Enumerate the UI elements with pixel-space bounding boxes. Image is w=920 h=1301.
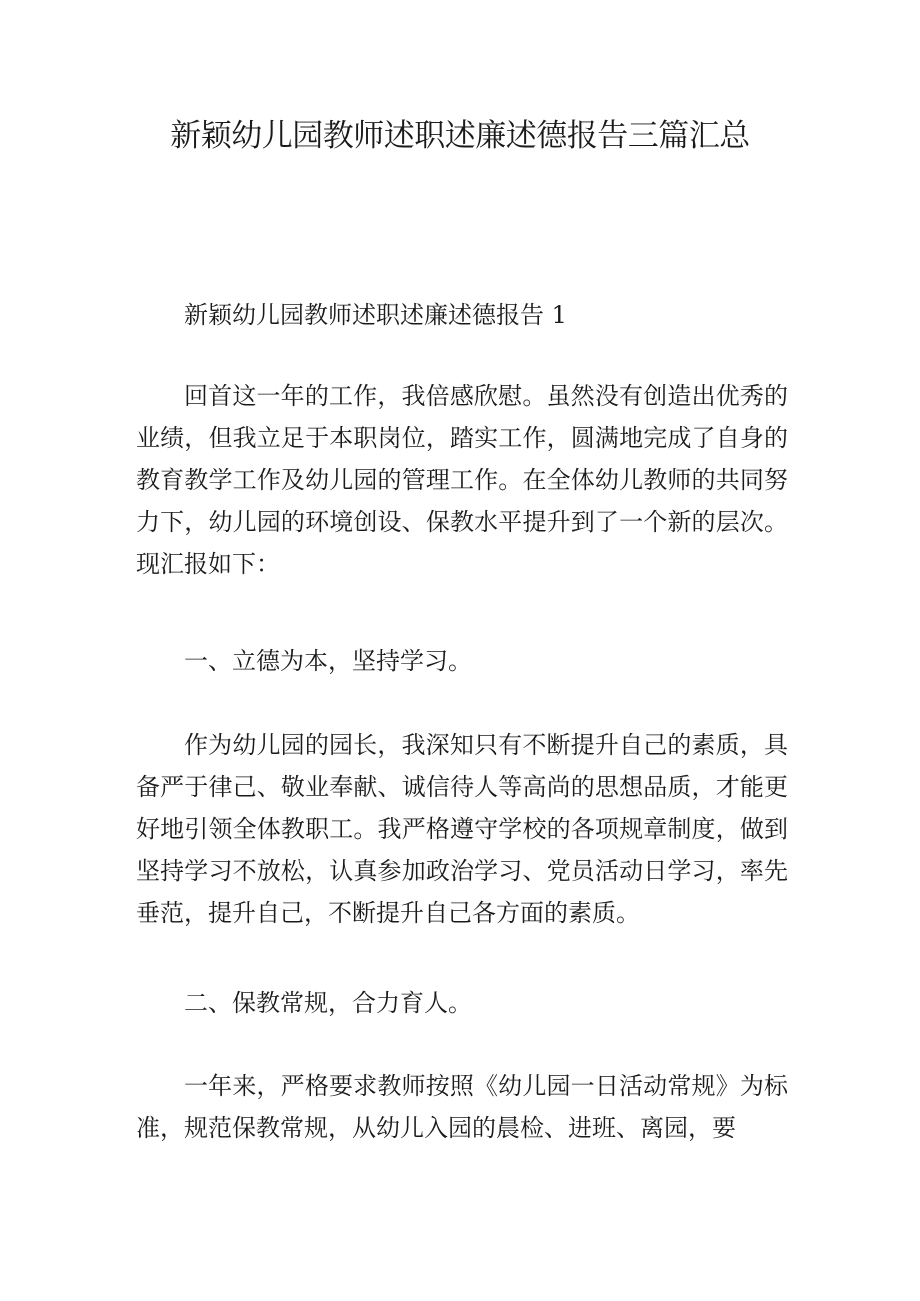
paragraph-section-1: 作为幼儿园的园长，我深知只有不断提升自己的素质，具备严于律己、敬业奉献、诚信待人等高尚的思想品质，才能更好地引领全体教职工。我严格遵守学校的各项规章制度，做到坚持学习不放松，认真参加政治学习、党员活动日学习，率先垂范，提升自己，不断提升自己各方面的素质。: [136, 731, 788, 927]
paragraph-section-2: 一年来，严格要求教师按照《幼儿园一日活动常规》为标准，规范保教常规，从幼儿入园的晨检、进班、离园，要: [136, 1072, 788, 1142]
report-subtitle: 新颖幼儿园教师述职述廉述德报告 1: [184, 301, 567, 329]
paragraph-intro: 回首这一年的工作，我倍感欣慰。虽然没有创造出优秀的业绩，但我立足于本职岗位，踏实工作，圆满地完成了自身的教育教学工作及幼儿园的管理工作。在全体幼儿教师的共同努力下，幼儿园的环境创设、保教水平提升到了一个新的层次。现汇报如下：: [136, 382, 788, 578]
section-heading-2: 二、保教常规，合力育人。: [184, 989, 472, 1017]
section-heading-1: 一、立德为本，坚持学习。: [184, 647, 472, 675]
document-title: 新颖幼儿园教师述职述廉述德报告三篇汇总: [170, 118, 750, 154]
